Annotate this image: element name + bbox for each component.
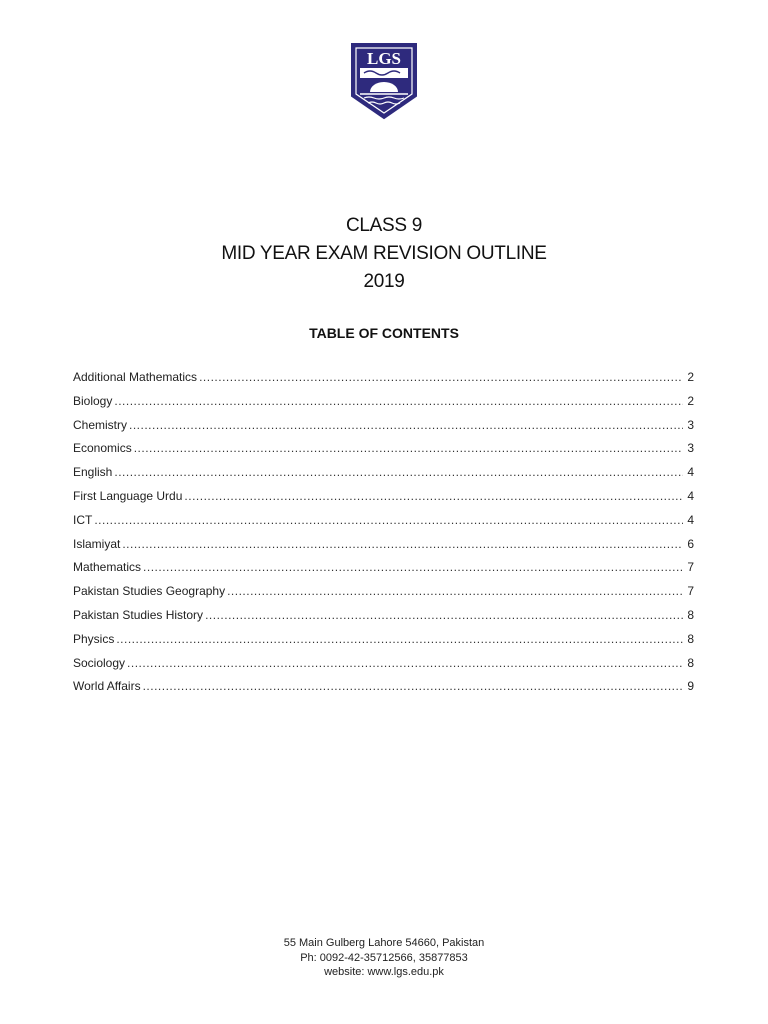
toc-entry-label: Pakistan Studies Geography [73,584,226,599]
toc-entry-label: Physics [73,631,115,646]
toc-dot-leader [205,608,683,622]
toc-entry-page: 7 [687,584,694,599]
toc-entry-page: 8 [687,631,694,646]
title-year: 2019 [363,271,405,292]
toc-entry-label: ICT [73,512,93,527]
toc-entry-page: 6 [687,536,694,551]
footer-phone: Ph: 0092-42-35712566, 35877853 [300,951,468,964]
toc-dot-leader [227,584,683,598]
toc-entry[interactable] [73,537,694,561]
toc-entry[interactable] [73,632,694,656]
toc-entry-label: Additional Mathematics [73,370,198,384]
toc-entry[interactable] [73,465,694,489]
logo-text: LGS [366,49,402,68]
title-class: CLASS 9 [345,215,423,236]
toc-entry-label: Chemistry [73,417,128,432]
toc-entry-page: 9 [687,679,694,694]
toc-dot-leader [184,489,683,503]
footer-website[interactable]: website: www.lgs.edu.pk [324,966,444,978]
toc-entry[interactable] [73,513,694,537]
toc-entry[interactable] [73,441,694,465]
title-exam: MID YEAR EXAM REVISION OUTLINE [221,243,547,264]
toc-entry-page: 2 [687,370,694,384]
toc-dot-leader [134,441,683,455]
toc-entry[interactable] [73,418,694,442]
toc-entry-page: 3 [687,441,694,456]
toc-entry-label: Mathematics [73,560,142,575]
table-of-contents [73,370,694,703]
toc-dot-leader [122,537,683,551]
toc-entry-page: 8 [687,655,694,670]
toc-entry[interactable] [73,584,694,608]
toc-entry[interactable] [73,656,694,680]
toc-entry[interactable] [73,560,694,584]
toc-entry-label: Biology [73,393,113,408]
toc-entry-page: 2 [687,393,694,408]
toc-dot-leader [114,465,683,479]
toc-dot-leader [114,394,683,408]
toc-entry-page: 4 [687,465,694,480]
document-title [0,212,768,296]
toc-entry-label: World Affairs [73,679,141,694]
toc-entry[interactable] [73,489,694,513]
toc-entry[interactable] [73,679,694,703]
toc-entry-label: Economics [73,441,132,456]
toc-dot-leader [199,370,683,384]
toc-entry-label: Pakistan Studies History [73,607,204,622]
toc-dot-leader [94,513,683,527]
toc-entry-label: Islamiyat [73,536,121,551]
toc-dot-leader [143,679,683,693]
toc-dot-leader [129,418,683,432]
toc-entry-page: 7 [687,560,694,575]
toc-heading: TABLE OF CONTENTS [309,325,459,341]
toc-dot-leader [143,560,683,574]
toc-entry-page: 4 [687,512,694,527]
toc-dot-leader [127,656,683,670]
footer-address: 55 Main Gulberg Lahore 54660, Pakistan [283,937,485,949]
toc-entry[interactable] [73,394,694,418]
toc-entry-page: 3 [687,417,694,432]
toc-entry[interactable] [73,608,694,632]
toc-entry-label: English [73,465,113,480]
toc-entry-label: First Language Urdu [73,488,183,503]
toc-entry-page: 8 [687,607,694,622]
toc-entry[interactable] [73,370,694,394]
footer [0,936,768,980]
toc-entry-label: Sociology [73,655,126,670]
lgs-logo [350,42,418,120]
toc-dot-leader [116,632,683,646]
toc-entry-page: 4 [687,488,694,503]
